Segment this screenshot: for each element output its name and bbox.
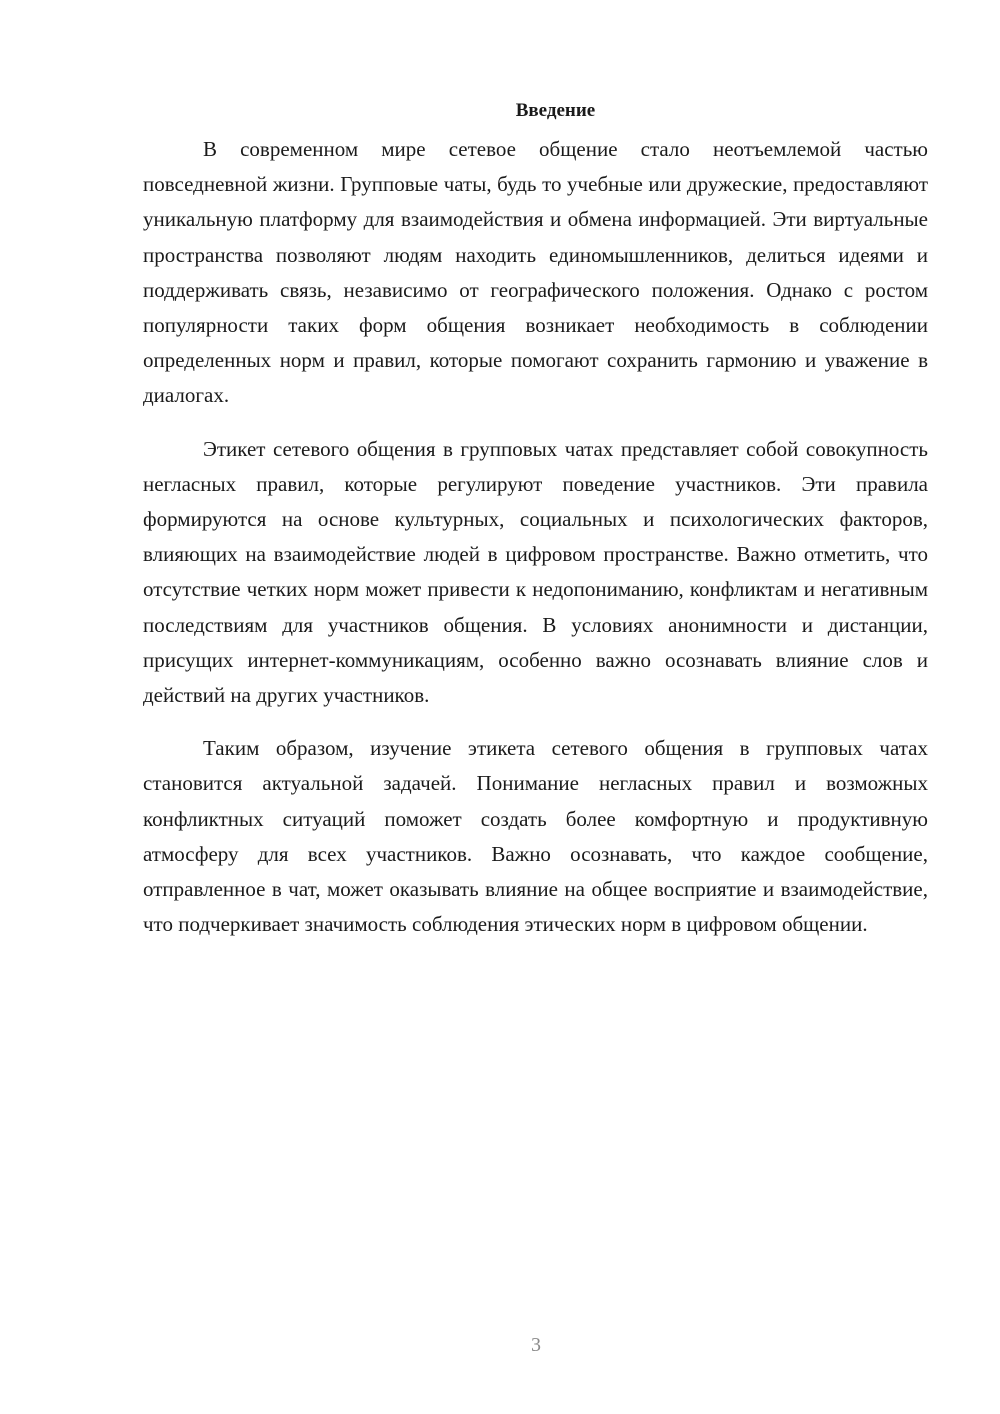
- paragraph-1: В современном мире сетевое общение стало неотъемлемой частью повседневной жизни. Групповые чаты, будь то учебные или дружеские, предоставляют уникальную платформу для взаимодействия и обмена информацией. Эти виртуальные пространства позволяют людям находить единомышленников, делиться идеями и поддерживать связь, независимо от географического положения. Однако с ростом популярности таких форм общения возникает необходимость в соблюдении определенных норм и правил, которые помогают сохранить гармонию и уважение в диалогах.: [143, 137, 928, 408]
- section-title: Введение: [515, 100, 596, 121]
- paragraph-2: Этикет сетевого общения в групповых чатах представляет собой совокупность негласных правил, которые регулируют поведение участников. Эти правила формируются на основе культурных, социальных и психологических факторов, влияющих на взаимодействие людей в цифровом пространстве. Важно отметить, что отсутствие четких норм может привести к недопониманию, конфликтам и негативным последствиям для участников общения. В условиях анонимности и дистанции, присущих интернет-коммуникациям, особенно важно осознавать влияние слов и действий на других участников.: [143, 436, 928, 708]
- page-content: [143, 96, 928, 960]
- page-number: 3: [531, 1334, 541, 1356]
- paragraph-3: Таким образом, изучение этикета сетевого общения в групповых чатах становится актуальной задачей. Понимание негласных правил и возможных конфликтных ситуаций поможет создать более комфортную и продуктивную атмосферу для всех участников. Важно осознавать, что каждое сообщение, отправленное в чат, может оказывать влияние на общее восприятие и взаимодействие, что подчеркивает значимость соблюдения этических норм в цифровом общении.: [143, 736, 928, 937]
